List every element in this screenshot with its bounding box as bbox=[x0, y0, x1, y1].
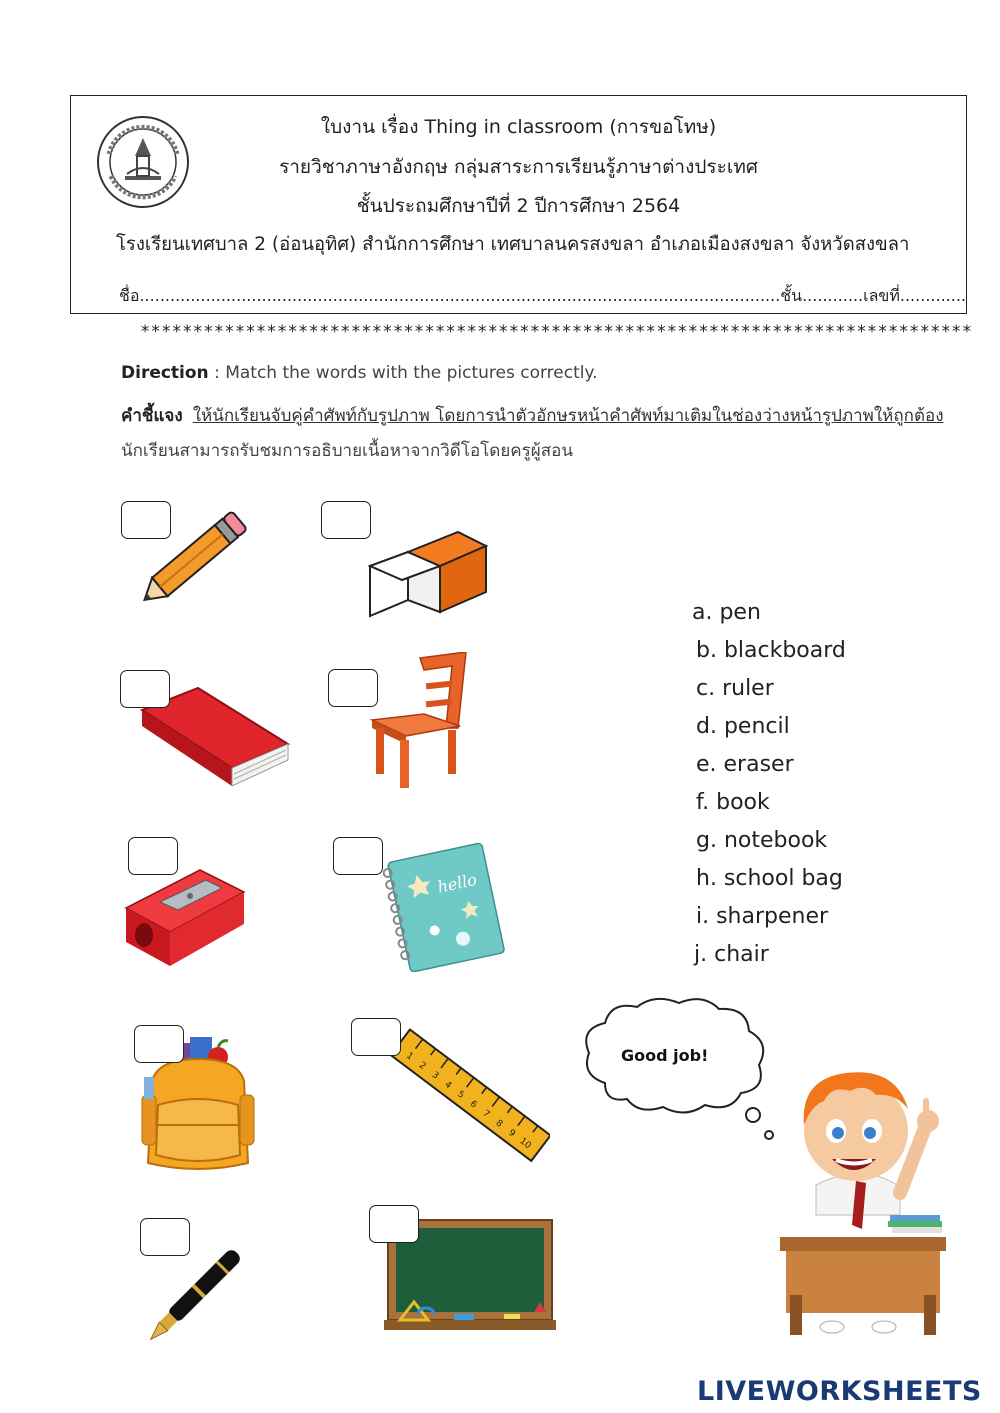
chair-picture bbox=[362, 652, 477, 790]
school-line: โรงเรียนเทศบาล 2 (อ่อนอุทิศ) สำนักการศึกษา เทศบาลนครสงขลา อำเภอเมืองสงขลา จังหวัดสงขลา bbox=[116, 234, 910, 255]
direction-text bbox=[121, 363, 598, 383]
svg-text:9: 9 bbox=[506, 1127, 517, 1140]
word-item: e. eraser bbox=[696, 752, 794, 777]
liveworksheets-logo[interactable]: LIVEWORKSHEETS bbox=[697, 1376, 982, 1407]
direction-label: Direction bbox=[121, 363, 209, 383]
word-item: b. blackboard bbox=[696, 638, 846, 663]
instruction-text bbox=[121, 402, 944, 429]
answer-box-pencil[interactable] bbox=[121, 501, 171, 539]
word-item: d. pencil bbox=[696, 714, 790, 739]
word-item: j. chair bbox=[694, 942, 769, 967]
ruler-picture bbox=[390, 1025, 550, 1167]
svg-text:5: 5 bbox=[455, 1089, 466, 1101]
word-item: i. sharpener bbox=[696, 904, 829, 929]
answer-box-ruler[interactable] bbox=[351, 1018, 401, 1056]
answer-box-pen[interactable] bbox=[140, 1218, 190, 1256]
word-item: c. ruler bbox=[696, 676, 774, 701]
svg-text:3: 3 bbox=[429, 1070, 441, 1082]
boy-at-desk-picture bbox=[776, 1065, 951, 1337]
svg-text:10: 10 bbox=[517, 1136, 533, 1152]
student-info-line: ชื่อ..............................................................................................................................ชั้น............เลขที่............. bbox=[119, 286, 966, 305]
word-item: a. pen bbox=[692, 600, 761, 625]
answer-box-eraser[interactable] bbox=[321, 501, 371, 539]
svg-text:2: 2 bbox=[416, 1060, 428, 1072]
answer-box-sharpener[interactable] bbox=[128, 837, 178, 875]
svg-text:1: 1 bbox=[404, 1050, 415, 1063]
speech-text: Good job! bbox=[621, 1046, 709, 1065]
answer-box-chair[interactable] bbox=[328, 669, 378, 707]
notebook-cover-text: hello bbox=[435, 869, 479, 897]
svg-text:7: 7 bbox=[480, 1108, 492, 1121]
svg-text:4: 4 bbox=[442, 1079, 454, 1092]
answer-box-blackboard[interactable] bbox=[369, 1205, 419, 1243]
sharpener-picture bbox=[120, 862, 248, 966]
separator: ******************************************************************************* bbox=[140, 322, 973, 342]
word-item: g. notebook bbox=[696, 828, 828, 853]
instruction-label: คำชี้แจง bbox=[121, 406, 183, 426]
instruction-line2: นักเรียนสามารถรับชมการอธิบายเนื้อหาจากวิดีโอโดยครูผู้สอน bbox=[121, 441, 573, 461]
eraser-picture bbox=[368, 518, 488, 618]
notebook-picture bbox=[380, 842, 508, 972]
subject-line: รายวิชาภาษาอังกฤษ กลุ่มสาระการเรียนรู้ภาษาต่างประเทศ bbox=[279, 156, 758, 178]
answer-box-book[interactable] bbox=[120, 670, 170, 708]
grade-year-line: ชั้นประถมศึกษาปีที่ 2 ปีการศึกษา 2564 bbox=[356, 195, 681, 217]
worksheet-title: ใบงาน เรื่อง Thing in classroom (การขอโทษ) bbox=[320, 116, 717, 138]
svg-text:8: 8 bbox=[493, 1118, 505, 1130]
word-item: f. book bbox=[696, 790, 770, 815]
thought-bubble bbox=[575, 993, 775, 1143]
direction-body: : Match the words with the pictures correctly. bbox=[208, 363, 598, 383]
answer-box-school-bag[interactable] bbox=[134, 1025, 184, 1063]
instruction-body: ให้นักเรียนจับคู่คำศัพท์กับรูปภาพ โดยการนำตัวอักษรหน้าคำศัพท์มาเติมในช่องว่างหน้ารูปภาพให้ถูกต้อง bbox=[192, 406, 944, 426]
header-box bbox=[70, 95, 967, 314]
svg-text:6: 6 bbox=[467, 1099, 479, 1111]
word-item: h. school bag bbox=[696, 866, 843, 891]
answer-box-notebook[interactable] bbox=[333, 837, 383, 875]
